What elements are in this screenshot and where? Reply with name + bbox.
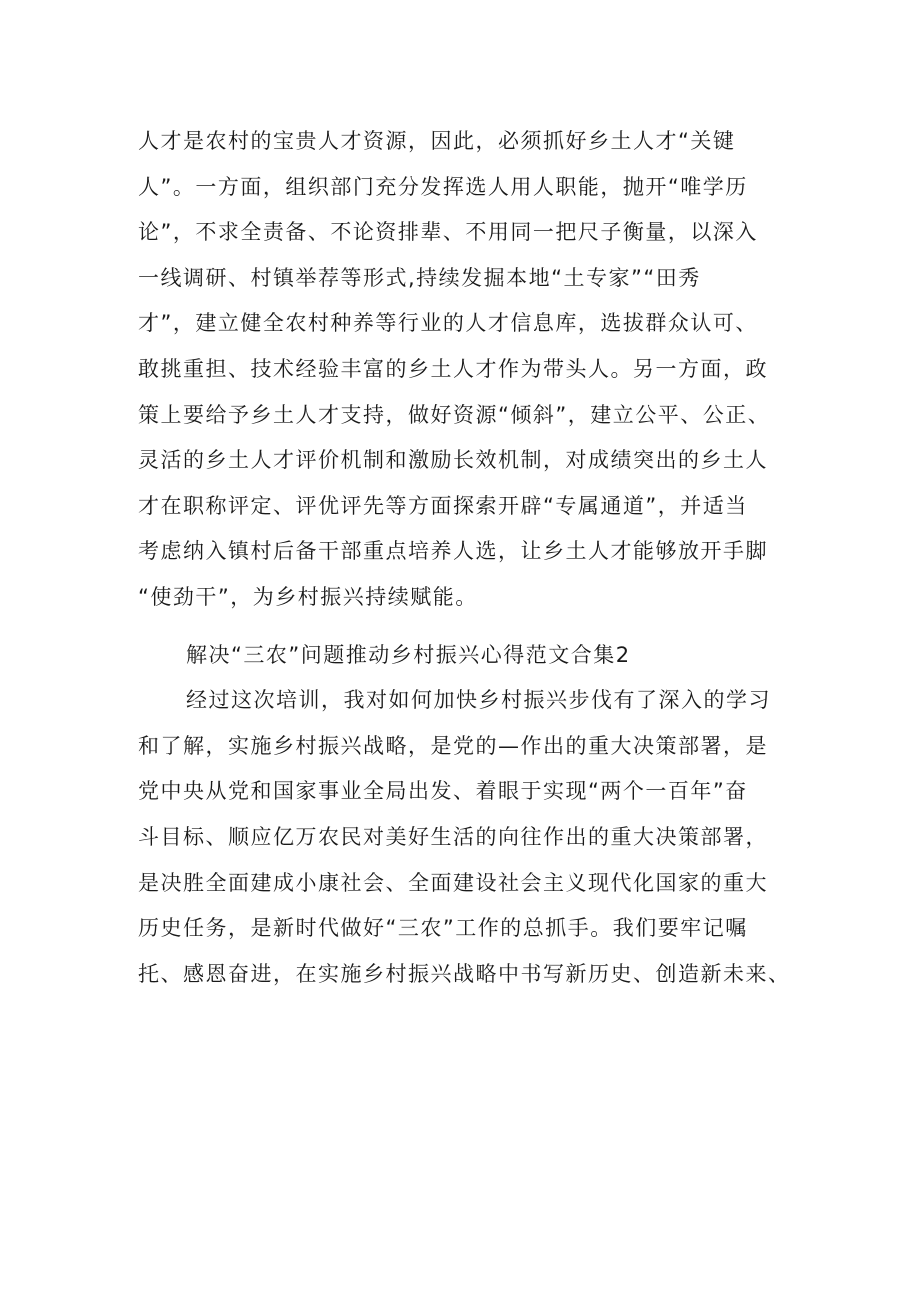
paragraph-1-line: 敢挑重担、技术经验丰富的乡土人才作为带头人。另一方面，政	[138, 356, 768, 381]
heading-spacer	[138, 621, 798, 633]
document-body	[138, 119, 798, 997]
section-heading: 解决“三农”问题推动乡村振兴心得范文合集2	[186, 642, 631, 667]
paragraph-1-line: 人”。一方面，组织部门充分发挥选人用人职能，抛开“唯学历	[138, 174, 748, 199]
paragraph-2-line: 经过这次培训，我对如何加快乡村振兴步伐有了深入的学习	[186, 688, 771, 713]
paragraph-1-line: 才”，建立健全农村种养等行业的人才信息库，选拔群众认可、	[138, 311, 758, 336]
paragraph-2-line: 斗目标、顺应亿万农民对美好生活的向往作出的重大决策部署，	[138, 824, 768, 849]
paragraph-2	[138, 678, 798, 997]
paragraph-1	[138, 119, 798, 621]
paragraph-1-line: 论”，不求全责备、不论资排辈、不用同一把尺子衡量，以深入	[138, 220, 758, 245]
paragraph-2-line: 历史任务，是新时代做好“三农”工作的总抓手。我们要牢记嘱	[138, 916, 748, 941]
paragraph-1-line: 才在职称评定、评优评先等方面探索开辟“专属通道”，并适当	[138, 493, 748, 518]
paragraph-2-line: 党中央从党和国家事业全局出发、着眼于实现“两个一百年”奋	[138, 779, 748, 804]
paragraph-2-line: 托、感恩奋进，在实施乡村振兴战略中书写新历史、创造新未来、	[138, 961, 791, 986]
paragraph-1-line: 灵活的乡土人才评价机制和激励长效机制，对成绩突出的乡土人	[138, 448, 768, 473]
paragraph-1-line: 考虑纳入镇村后备干部重点培养人选，让乡土人才能够放开手脚	[138, 539, 768, 564]
paragraph-1-line: “使劲干”，为乡村振兴持续赋能。	[138, 584, 478, 609]
paragraph-1-line: 一线调研、村镇举荐等形式,持续发掘本地“土专家”“田秀	[138, 265, 701, 290]
paragraph-1-line: 策上要给予乡土人才支持，做好资源“倾斜”，建立公平、公正、	[138, 402, 771, 427]
paragraph-1-line: 人才是农村的宝贵人才资源，因此，必须抓好乡土人才“关键	[138, 129, 736, 153]
paragraph-2-line: 是决胜全面建成小康社会、全面建设社会主义现代化国家的重大	[138, 870, 768, 895]
paragraph-2-line: 和了解，实施乡村振兴战略，是党的—作出的重大决策部署，是	[138, 733, 768, 758]
